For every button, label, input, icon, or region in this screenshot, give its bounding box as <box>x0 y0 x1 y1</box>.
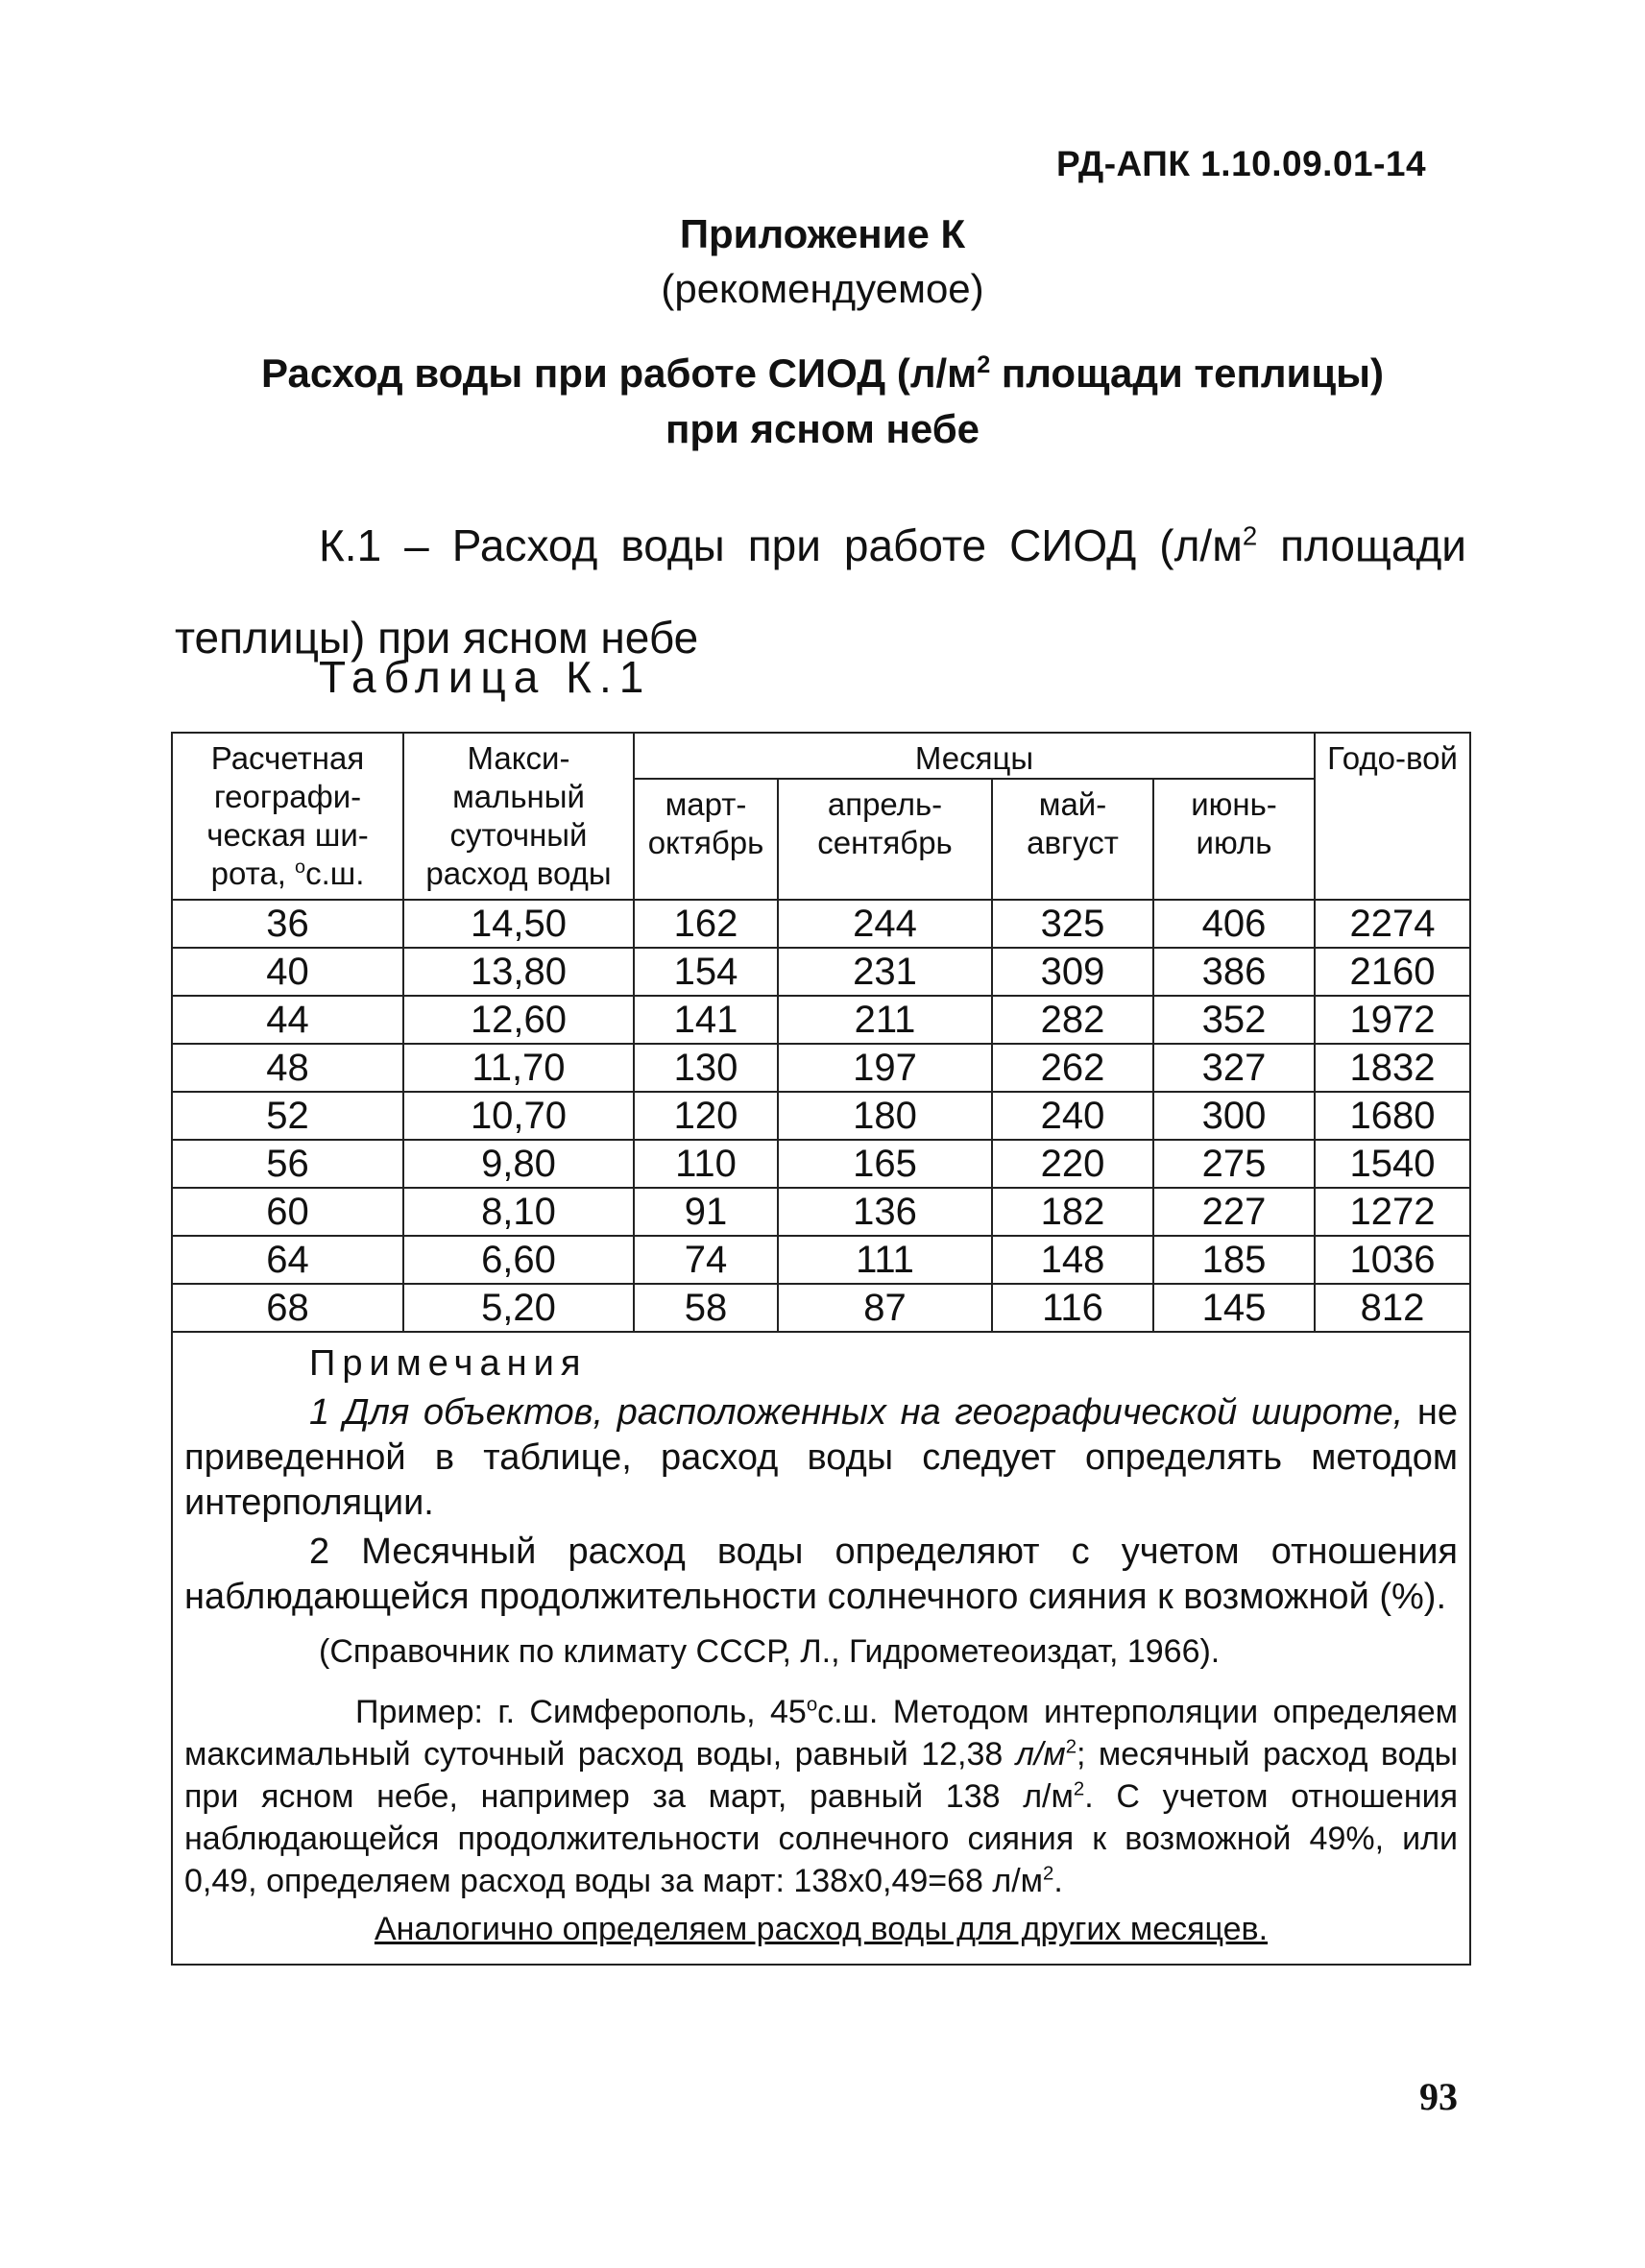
table-cell: 300 <box>1153 1092 1315 1140</box>
table-cell: 240 <box>992 1092 1153 1140</box>
table-cell: 13,80 <box>403 948 634 996</box>
table-cell: 275 <box>1153 1140 1315 1188</box>
caption-post: площади теплицы) при ясном небе <box>175 520 1466 663</box>
table-cell: 87 <box>778 1284 992 1332</box>
table-cell: 68 <box>172 1284 403 1332</box>
table-cell: 14,50 <box>403 900 634 948</box>
table-cell: 8,10 <box>403 1188 634 1236</box>
header-months <box>634 733 1315 779</box>
table-cell: 1036 <box>1315 1236 1470 1284</box>
caption-pre: К.1 – Расход воды при работе СИОД (л/м <box>319 520 1243 570</box>
water-consumption-table <box>171 732 1471 1966</box>
table-cell: 162 <box>634 900 778 948</box>
table-cell: 10,70 <box>403 1092 634 1140</box>
table-cell: 11,70 <box>403 1044 634 1092</box>
table-cell: 231 <box>778 948 992 996</box>
table-cell: 44 <box>172 996 403 1044</box>
table-cell: 148 <box>992 1236 1153 1284</box>
table-cell: 197 <box>778 1044 992 1092</box>
header-month-pair-text: май-август <box>1027 786 1119 860</box>
header-annual-text: Годо-вой <box>1327 740 1458 776</box>
header-month-pair <box>634 779 778 900</box>
table-row <box>172 1140 1470 1188</box>
main-title-line1-pre: Расход воды при работе СИОД (л/м <box>261 350 978 396</box>
example-unit: л/м <box>1015 1736 1066 1773</box>
table-cell: 325 <box>992 900 1153 948</box>
table-cell: 56 <box>172 1140 403 1188</box>
table-cell: 6,60 <box>403 1236 634 1284</box>
page-number: 93 <box>1419 2075 1458 2118</box>
analog-note: Аналогично определяем расход воды для других месяцев. <box>374 1911 1269 1947</box>
appendix-subtitle: (рекомендуемое) <box>661 266 984 311</box>
header-month-pair-text: апрель-сентябрь <box>817 786 953 860</box>
example-part: Пример: г. Симферополь, 45 <box>355 1694 807 1730</box>
note-2: 2 Месячный расход воды определяют с учетом отношения наблюдающейся продолжительности солнечного сияния к возможной (%). <box>184 1532 1459 1617</box>
table-cell: 327 <box>1153 1044 1315 1092</box>
main-title <box>0 346 1645 457</box>
document-code: РД-АПК 1.10.09.01-14 <box>1056 144 1427 183</box>
table-cell: 154 <box>634 948 778 996</box>
table-cell: 262 <box>992 1044 1153 1092</box>
table-row <box>172 1188 1470 1236</box>
table-cell: 185 <box>1153 1236 1315 1284</box>
notes-title: Примечания <box>309 1343 588 1384</box>
table-row <box>172 1284 1470 1332</box>
table-cell: 2160 <box>1315 948 1470 996</box>
header-month-pair-text: март-октябрь <box>647 786 764 860</box>
table-cell: 130 <box>634 1044 778 1092</box>
note-1-end: не приведенной в таблице, расход воды следует определять методом интерполяции. <box>184 1392 1459 1523</box>
table-cell: 406 <box>1153 900 1315 948</box>
table-cell: 58 <box>634 1284 778 1332</box>
table-cell: 386 <box>1153 948 1315 996</box>
table-cell: 52 <box>172 1092 403 1140</box>
table-cell: 136 <box>778 1188 992 1236</box>
degree-sup: о <box>295 857 306 878</box>
table-cell: 2274 <box>1315 900 1470 948</box>
example <box>184 1691 1458 1902</box>
table-cell: 211 <box>778 996 992 1044</box>
header-months-text: Месяцы <box>914 740 1034 776</box>
note-1-start: 1 Для объектов, расположенных на географической широте, <box>309 1392 1404 1433</box>
table-row <box>172 1044 1470 1092</box>
unit-sup: 2 <box>1073 1778 1085 1800</box>
table-cell: 220 <box>992 1140 1153 1188</box>
table-cell: 1680 <box>1315 1092 1470 1140</box>
table-cell: 74 <box>634 1236 778 1284</box>
header-month-pair <box>992 779 1153 900</box>
table-cell: 141 <box>634 996 778 1044</box>
table-cell: 180 <box>778 1092 992 1140</box>
unit-sup: 2 <box>1043 1863 1054 1885</box>
table-cell: 64 <box>172 1236 403 1284</box>
table-cell: 244 <box>778 900 992 948</box>
reference: (Справочник по климату СССР, Л., Гидрометеоиздат, 1966). <box>319 1633 1221 1670</box>
header-month-pair <box>1153 779 1315 900</box>
table-cell: 9,80 <box>403 1140 634 1188</box>
unit-sup: 2 <box>1065 1736 1077 1758</box>
table-cell: 309 <box>992 948 1153 996</box>
header-annual <box>1315 733 1470 900</box>
header-latitude <box>172 733 403 900</box>
table-cell: 352 <box>1153 996 1315 1044</box>
header-month-pair-text: июнь-июль <box>1191 786 1277 860</box>
table-cell: 110 <box>634 1140 778 1188</box>
table-cell: 1272 <box>1315 1188 1470 1236</box>
table-label: Таблица К.1 <box>319 652 652 702</box>
caption-sup: 2 <box>1242 520 1258 551</box>
example-part: ; месячный расход воды при ясном небе, например за март, равный 138 л/м <box>184 1736 1459 1815</box>
header-max-daily <box>403 733 634 900</box>
header-month-pair <box>778 779 992 900</box>
table-cell: 145 <box>1153 1284 1315 1332</box>
notes-block <box>172 1332 1470 1965</box>
table-cell: 60 <box>172 1188 403 1236</box>
table-cell: 48 <box>172 1044 403 1092</box>
appendix-title: Приложение К <box>679 211 966 256</box>
table-cell: 812 <box>1315 1284 1470 1332</box>
note-1 <box>184 1390 1458 1526</box>
table-cell: 40 <box>172 948 403 996</box>
table-cell: 282 <box>992 996 1153 1044</box>
table-row <box>172 1092 1470 1140</box>
header-latitude-unit: с.ш. <box>305 856 365 891</box>
table-row <box>172 1236 1470 1284</box>
example-part: с.ш. Методом интерполяции определяем максимальный суточный расход воды, равный 12,38 <box>184 1694 1459 1773</box>
table-row <box>172 996 1470 1044</box>
header-max-daily-text: Макси-мальный суточный расход воды <box>425 740 612 891</box>
table-cell: 5,20 <box>403 1284 634 1332</box>
table-row <box>172 900 1470 948</box>
example-part: . <box>1053 1863 1063 1899</box>
table-cell: 116 <box>992 1284 1153 1332</box>
table-cell: 36 <box>172 900 403 948</box>
table-cell: 111 <box>778 1236 992 1284</box>
table-cell: 91 <box>634 1188 778 1236</box>
main-title-sup: 2 <box>977 351 991 378</box>
table-cell: 227 <box>1153 1188 1315 1236</box>
example-part: . С учетом отношения наблюдающейся продолжительности солнечного сияния к возможной 49%, или 0,49, определяем расход воды за март: 138х0,49=68 л/м <box>184 1778 1459 1899</box>
table-cell: 1972 <box>1315 996 1470 1044</box>
table-cell: 12,60 <box>403 996 634 1044</box>
table-row <box>172 948 1470 996</box>
header-latitude-text: Расчетная географи-ческая ши-рота, <box>206 740 369 891</box>
main-title-line1-post: площади теплицы) <box>990 350 1384 396</box>
table-cell: 1540 <box>1315 1140 1470 1188</box>
degree-sup: о <box>806 1694 818 1716</box>
table-cell: 182 <box>992 1188 1153 1236</box>
table-cell: 1832 <box>1315 1044 1470 1092</box>
table-cell: 165 <box>778 1140 992 1188</box>
table-cell: 120 <box>634 1092 778 1140</box>
main-title-line2: при ясном небе <box>665 406 980 451</box>
